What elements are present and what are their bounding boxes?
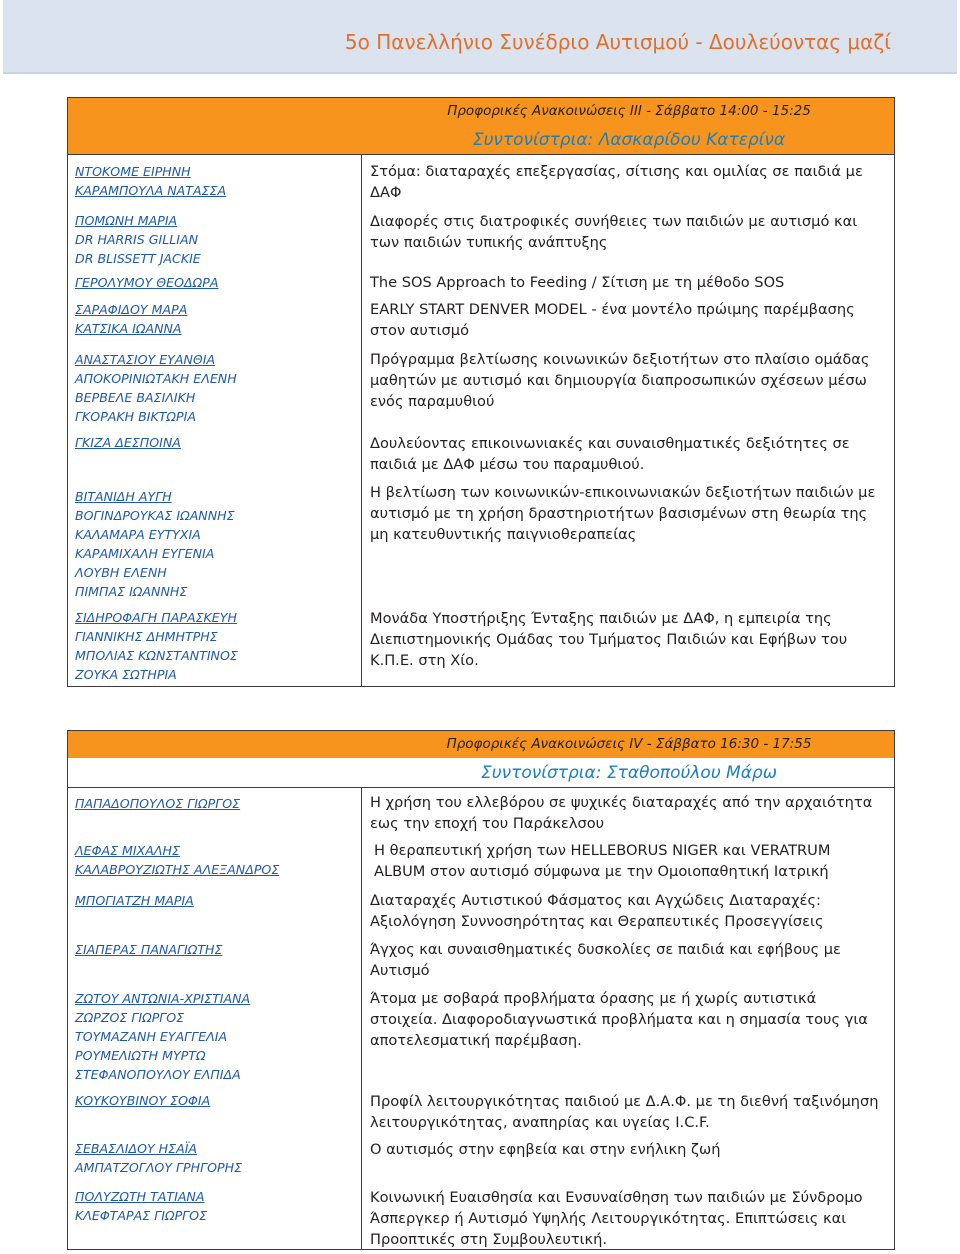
table-row [68, 836, 894, 886]
table-row [68, 602, 894, 686]
author-name: ΖΩΡΖΟΣ ΓΙΩΡΓΟΣ [75, 1010, 185, 1025]
session-rows [68, 788, 894, 1249]
paper-title: Στόμα: διαταραχές επεξεργασίας, σίτισης και ομιλίας σε παιδιά με ΔΑΦ [370, 163, 863, 201]
table-row [68, 269, 894, 297]
author-name: ΠΟΛΥΖΩΤΗ ΤΑΤΙΑΝΑ [75, 1189, 205, 1204]
author-name: ΜΠΟΛΙΑΣ ΚΩΝΣΤΑΝΤΙΝΟΣ [75, 648, 238, 663]
author-name: ΚΟΥΚΟΥΒΙΝΟΥ ΣΟΦΙΑ [75, 1093, 211, 1108]
session-chair: Συντονίστρια: Λασκαρίδου Κατερίνα [472, 130, 786, 150]
author-name: ΖΟΥΚΑ ΣΩΤΗΡΙΑ [75, 667, 177, 682]
authors-cell [68, 788, 362, 836]
authors-cell [68, 1135, 362, 1183]
author-name: ΣΙΑΠΕΡΑΣ ΠΑΝΑΓΙΩΤΗΣ [75, 942, 223, 957]
author-name: ΑΝΑΣΤΑΣΙΟΥ ΕΥΑΝΘΙΑ [75, 352, 216, 367]
table-row [68, 1087, 894, 1135]
author-name: ΒΟΓΙΝΔΡΟΥΚΑΣ ΙΩΑΝΝΗΣ [75, 508, 235, 523]
author-name: ΝΤΟΚΟΜΕ ΕΙΡΗΝΗ [75, 164, 191, 179]
paper-title: Προφίλ λειτουργικότητας παιδιού με Δ.Α.Φ. με τη διεθνή ταξινόμηση λειτουργικότητας, αναπηρίας και υγείας I.C.F. [370, 1093, 879, 1131]
authors-cell [68, 155, 362, 205]
session-chair: Συντονίστρια: Σταθοπούλου Μάρω [481, 763, 777, 783]
paper-title: Πρόγραμμα βελτίωσης κοινωνικών δεξιοτήτων στο πλαίσιο ομάδας μαθητών με αυτισμό και δημιουργία διαπροσωπικών σχέσεων μέσω ενός παραμυθιού [370, 351, 870, 410]
table-row [68, 886, 894, 935]
paper-title: The SOS Approach to Feeding / Σίτιση με τη μέθοδο SOS [370, 274, 785, 291]
author-name: DR HARRIS GILLIAN [75, 232, 199, 247]
authors-cell [68, 836, 362, 886]
authors-cell [68, 269, 362, 297]
author-name: ΚΑΡΑΜΠΟΥΛΑ ΝΑΤΑΣΣΑ [75, 183, 227, 198]
authors-cell [68, 886, 362, 935]
author-name: ΑΜΠΑΤΖΟΓΛΟΥ ΓΡΗΓΟΡΗΣ [75, 1160, 243, 1175]
session-heading: Προφορικές Ανακοινώσεις ΙΙΙ - Σάββατο 14:00 - 15:25 [447, 103, 811, 119]
table-row [68, 984, 894, 1087]
paper-title: Ο αυτισμός στην εφηβεία και στην ενήλικη ζωή [370, 1141, 721, 1158]
author-name: ΛΟΥΒΗ ΕΛΕΝΗ [75, 565, 167, 580]
author-name: ΓΕΡΟΛΥΜΟΥ ΘΕΟΔΩΡΑ [75, 275, 219, 290]
author-name: ΑΠΟΚΟΡΙΝΙΩΤΑΚΗ ΕΛΕΝΗ [75, 371, 237, 386]
header-band [3, 0, 957, 74]
authors-cell [68, 478, 362, 602]
author-name: ΓΙΑΝΝΙΚΗΣ ΔΗΜΗΤΡΗΣ [75, 629, 218, 644]
session-header [68, 731, 894, 788]
table-row [68, 1183, 894, 1249]
author-name: ΠΑΠΑΔΟΠΟΥΛΟΣ ΓΙΩΡΓΟΣ [75, 796, 241, 811]
paper-title: Δουλεύοντας επικοινωνιακές και συναισθηματικές δεξιότητες σε παιδιά με ΔΑΦ μέσω του παραμυθιού. [370, 435, 850, 473]
table-row [68, 297, 894, 347]
session-rows [68, 155, 894, 686]
authors-cell [68, 347, 362, 431]
paper-title: Διαφορές στις διατροφικές συνήθειες των παιδιών με αυτισμό και των παιδιών τυπικής ανάπτυξης [370, 213, 858, 251]
author-name: ΚΑΛΑΜΑΡΑ ΕΥΤΥΧΙΑ [75, 527, 201, 542]
session-table-iii [67, 97, 895, 687]
authors-cell [68, 602, 362, 686]
authors-cell [68, 935, 362, 984]
paper-title: Η χρήση του ελλεβόρου σε ψυχικές διαταραχές από την αρχαιότητα εως την εποχή του Παράκελσου [370, 794, 873, 832]
table-row [68, 431, 894, 478]
authors-cell [68, 1183, 362, 1249]
author-name: ΣΕΒΑΣΛΙΔΟΥ ΗΣΑΪΑ [75, 1141, 198, 1156]
author-name: ΣΙΔΗΡΟΦΑΓΗ ΠΑΡΑΣΚΕΥΗ [75, 610, 237, 625]
author-name: ΓΚΙΖΑ ΔΕΣΠΟΙΝΑ [75, 435, 181, 450]
table-row [68, 205, 894, 269]
author-name: ΤΟΥΜΑΖΑΝΗ ΕΥΑΓΓΕΛΙΑ [75, 1029, 228, 1044]
paper-title: Κοινωνική Ευαισθησία και Ενσυναίσθηση των παιδιών με Σύνδρομο Άσπεργκερ ή Αυτισμό Υψηλής Λειτουργικότητας. Επιπτώσεις και Προοπτικές στη Συμβουλευτική. [370, 1189, 863, 1248]
paper-title: Άτομα με σοβαρά προβλήματα όρασης με ή χωρίς αυτιστικά στοιχεία. Διαφοροδιαγνωστικά προβλήματα και η σημασία τους για αποτελεσματική παρέμβαση. [370, 990, 868, 1049]
author-name: ΛΕΦΑΣ ΜΙΧΑΛΗΣ [75, 843, 180, 858]
author-name: ΣΑΡΑΦΙΔΟΥ ΜΑΡΑ [75, 302, 188, 317]
author-name: ΓΚΟΡΑΚΗ ΒΙΚΤΩΡΙΑ [75, 409, 196, 424]
table-row [68, 1135, 894, 1183]
author-name: ΚΑΛΑΒΡΟΥΖΙΩΤΗΣ ΑΛΕΞΑΝΔΡΟΣ [75, 862, 280, 877]
paper-title: EARLY START DENVER MODEL - ένα μοντέλο πρώιμης παρέμβασης στον αυτισμό [370, 301, 855, 339]
author-name: ΒΙΤΑΝΙΔΗ ΑΥΓΗ [75, 489, 172, 504]
authors-cell [68, 431, 362, 478]
paper-title: Η θεραπευτική χρήση των HELLEBORUS NIGER και VERATRUM ALBUM στον αυτισμό σύμφωνα με την Ομοιοπαθητική Ιατρική [374, 842, 831, 880]
session-table-iv [67, 730, 895, 1250]
author-name: ΡΟΥΜΕΛΙΩΤΗ ΜΥΡΤΩ [75, 1048, 206, 1063]
author-name: ΠΙΜΠΑΣ ΙΩΑΝΝΗΣ [75, 584, 188, 599]
authors-cell [68, 1087, 362, 1135]
author-name: ΚΑΡΑΜΙΧΑΛΗ ΕΥΓΕΝΙΑ [75, 546, 215, 561]
author-name: ΜΠΟΓΙΑΤΖΗ ΜΑΡΙΑ [75, 893, 194, 908]
table-row [68, 788, 894, 836]
author-name: ΚΑΤΣΙΚΑ ΙΩΑΝΝΑ [75, 321, 182, 336]
author-name: ΣΤΕΦΑΝΟΠΟΥΛΟΥ ΕΛΠΙΔΑ [75, 1067, 241, 1082]
paper-title: Η βελτίωση των κοινωνικών-επικοινωνιακών δεξιοτήτων παιδιών με αυτισμό με τη χρήση δραστηριοτήτων βασισμένων στη θεωρία της μη κατευθυντικής παιγνιοθεραπείας [370, 484, 876, 543]
paper-title: Διαταραχές Αυτιστικού Φάσματος και Αγχώδεις Διαταραχές: Αξιολόγηση Συννοσηρότητας και Θεραπευτικές Προσεγγίσεις [370, 892, 824, 930]
author-name: ΠΟΜΩΝΗ ΜΑΡΙΑ [75, 213, 178, 228]
session-header [68, 98, 894, 155]
authors-cell [68, 297, 362, 347]
authors-cell [68, 984, 362, 1087]
author-name: DR BLISSETT JACKIE [75, 251, 201, 266]
author-name: ΚΛΕΦΤΑΡΑΣ ΓΙΩΡΓΟΣ [75, 1208, 208, 1223]
table-row [68, 935, 894, 984]
author-name: ΒΕΡΒΕΛΕ ΒΑΣΙΛΙΚΗ [75, 390, 196, 405]
session-heading: Προφορικές Ανακοινώσεις IV - Σάββατο 16:30 - 17:55 [446, 736, 812, 752]
paper-title: Άγχος και συναισθηματικές δυσκολίες σε παιδιά και εφήβους με Αυτισμό [370, 941, 841, 979]
paper-title: Μονάδα Υποστήριξης Ένταξης παιδιών με ΔΑΦ, η εμπειρία της Διεπιστημονικής Ομάδας του Τμήματος Παιδιών και Εφήβων του Κ.Π.Ε. στη Χίο. [370, 610, 848, 669]
table-row [68, 478, 894, 602]
table-row [68, 347, 894, 431]
authors-cell [68, 205, 362, 269]
author-name: ΖΩΤΟΥ ΑΝΤΩΝΙΑ-ΧΡΙΣΤΙΑΝΑ [75, 991, 251, 1006]
table-row [68, 155, 894, 205]
page-title: 5ο Πανελλήνιο Συνέδριο Αυτισμού - Δουλεύοντας μαζί [344, 30, 891, 54]
